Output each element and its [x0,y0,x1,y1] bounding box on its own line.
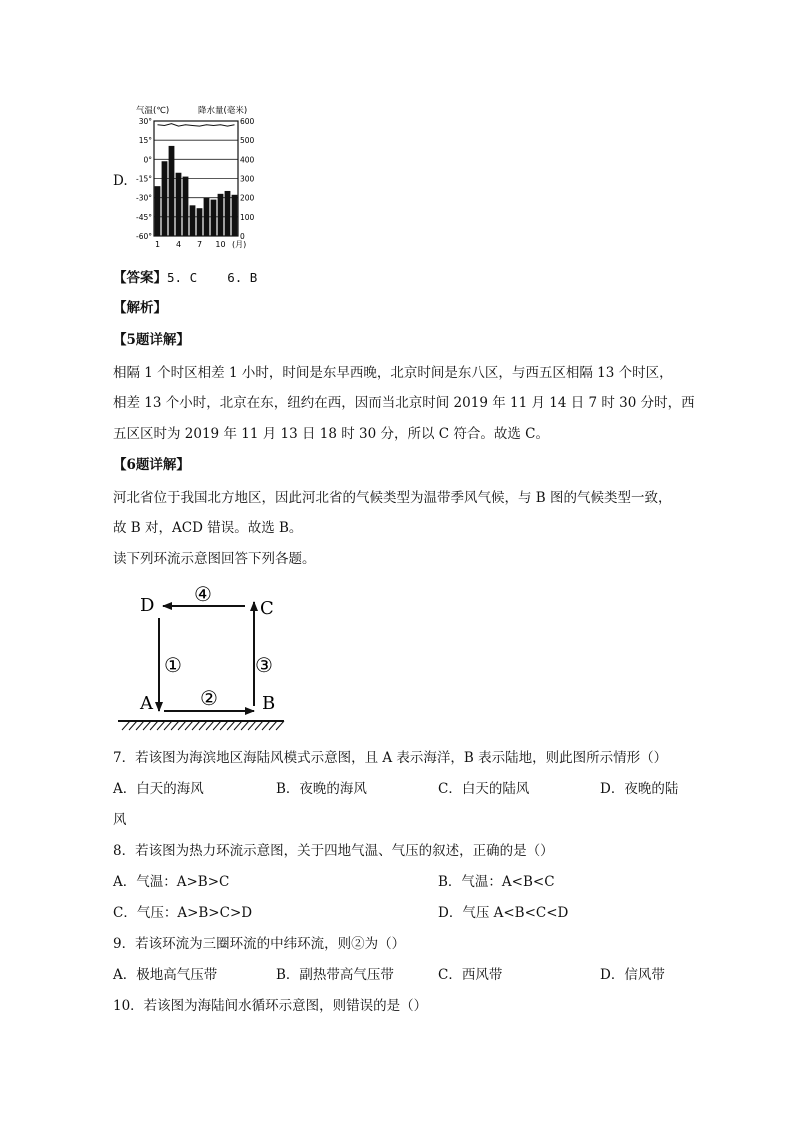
question-9-option-a: A．极地高气压带 [113,967,218,983]
arrow-three-label: ③ [255,653,273,677]
point-b-label: B [262,693,276,714]
precip-tick-label: 400 [240,155,255,165]
temp-axis-label: 气温(℃) [136,106,170,116]
arrow-one-label: ① [164,653,182,677]
precip-bar-month-4 [176,173,182,236]
question-9-option-c: C．西风带 [438,967,503,983]
ground-hatching [122,721,284,730]
analysis-label: 【解析】 [113,300,167,316]
answer-line [113,268,257,288]
question-7-option-d: D．夜晚的陆 [600,781,679,797]
temp-tick-label: 15° [138,136,152,146]
intro-text: 读下列环流示意图回答下列各题。 [113,551,316,567]
precip-tick-label: 500 [240,136,255,146]
question-7-stem: 7．若该图为海滨地区海陆风模式示意图，且 A 表示海洋，B 表示陆地，则此图所示情形（） [113,750,668,766]
climate-chart-svg [134,103,266,255]
question-9-stem: 9．若该环流为三圈环流的中纬环流，则②为（） [113,936,406,952]
precip-tick-label: 100 [240,212,255,222]
question-8-option-c: C．气压：A>B>C>D [113,905,253,921]
question-8-stem: 8．若该图为热力环流示意图，关于四地气温、气压的叙述，正确的是（） [113,843,554,859]
answer-label: 【答案】 [113,270,167,286]
q6-line-2: 故 B 对，ACD 错误。故选 B。 [113,520,303,536]
point-d-label: D [140,595,155,616]
precip-bar-month-12 [232,195,238,236]
question-7-option-d-wrap: 风 [113,812,127,828]
precip-bar-month-9 [211,200,217,236]
precip-bar-month-7 [197,208,203,236]
temp-tick-label: -60° [136,232,152,241]
q5-heading: 【5题详解】 [113,332,190,348]
climate-chart [134,103,266,255]
temperature-line [158,124,235,127]
precip-bar-month-3 [169,146,175,236]
option-d-label: D. [113,173,128,189]
question-7-option-a: A．白天的海风 [113,781,204,797]
q6-line-1: 河北省位于我国北方地区，因此河北省的气候类型为温带季风气候，与 B 图的气候类型一致， [113,490,672,506]
answer-text: 5. C 6. B [167,270,258,285]
temp-tick-label: -30° [136,193,152,203]
precip-bar-month-1 [155,186,161,236]
point-a-label: A [140,693,153,714]
precip-bar-month-8 [204,198,210,236]
temp-tick-label: 30° [138,117,152,126]
x-tick-label: 4 [175,240,182,249]
q5-line-2: 相差 13 个小时，北京在东，纽约在西，因而当北京时间 2019 年 11 月 14 日 7 时 30 分时，西 [113,395,695,411]
precip-tick-label: 200 [240,193,255,203]
q5-line-3: 五区区时为 2019 年 11 月 13 日 18 时 30 分，所以 C 符合。故选 C。 [113,426,550,442]
precip-bar-month-2 [162,161,168,236]
precip-bar-month-6 [190,205,196,236]
precip-tick-label: 600 [240,117,255,126]
question-8-option-d: D．气压 A<B<C<D [438,905,569,921]
question-7-option-c: C．白天的陆风 [438,781,530,797]
precip-axis-label: 降水量(毫米) [198,106,248,116]
precip-bar-month-5 [183,177,189,236]
question-9-option-b: B．副热带高气压带 [276,967,394,983]
circulation-diagram-svg [112,578,292,738]
question-9-option-d: D．信风带 [600,967,665,983]
q5-line-1: 相隔 1 个时区相差 1 小时，时间是东早西晚，北京时间是东八区，与西五区相隔 13 个时区， [113,365,673,381]
x-tick-label: 7 [196,240,203,249]
temp-tick-label: -15° [136,174,152,184]
question-7-option-b: B．夜晚的海风 [276,781,367,797]
x-tick-label: 10 [215,240,226,249]
precip-tick-label: 0 [240,232,245,241]
temp-tick-label: 0° [143,155,152,165]
x-unit-label: (月) [232,240,247,249]
precip-tick-label: 300 [240,174,255,184]
temp-tick-label: -45° [136,212,152,222]
point-c-label: C [260,598,274,619]
q6-heading: 【6题详解】 [113,457,190,473]
x-tick-label: 1 [154,240,161,249]
arrow-four-label: ④ [194,582,212,606]
question-10-stem: 10．若该图为海陆间水循环示意图，则错误的是（） [113,998,428,1014]
circulation-diagram [112,578,292,738]
question-8-option-b: B．气温：A<B<C [438,874,555,890]
precip-bar-month-10 [218,194,224,236]
question-8-option-a: A．气温：A>B>C [113,874,230,890]
arrow-two-label: ② [200,686,218,710]
precip-bar-month-11 [225,191,231,236]
